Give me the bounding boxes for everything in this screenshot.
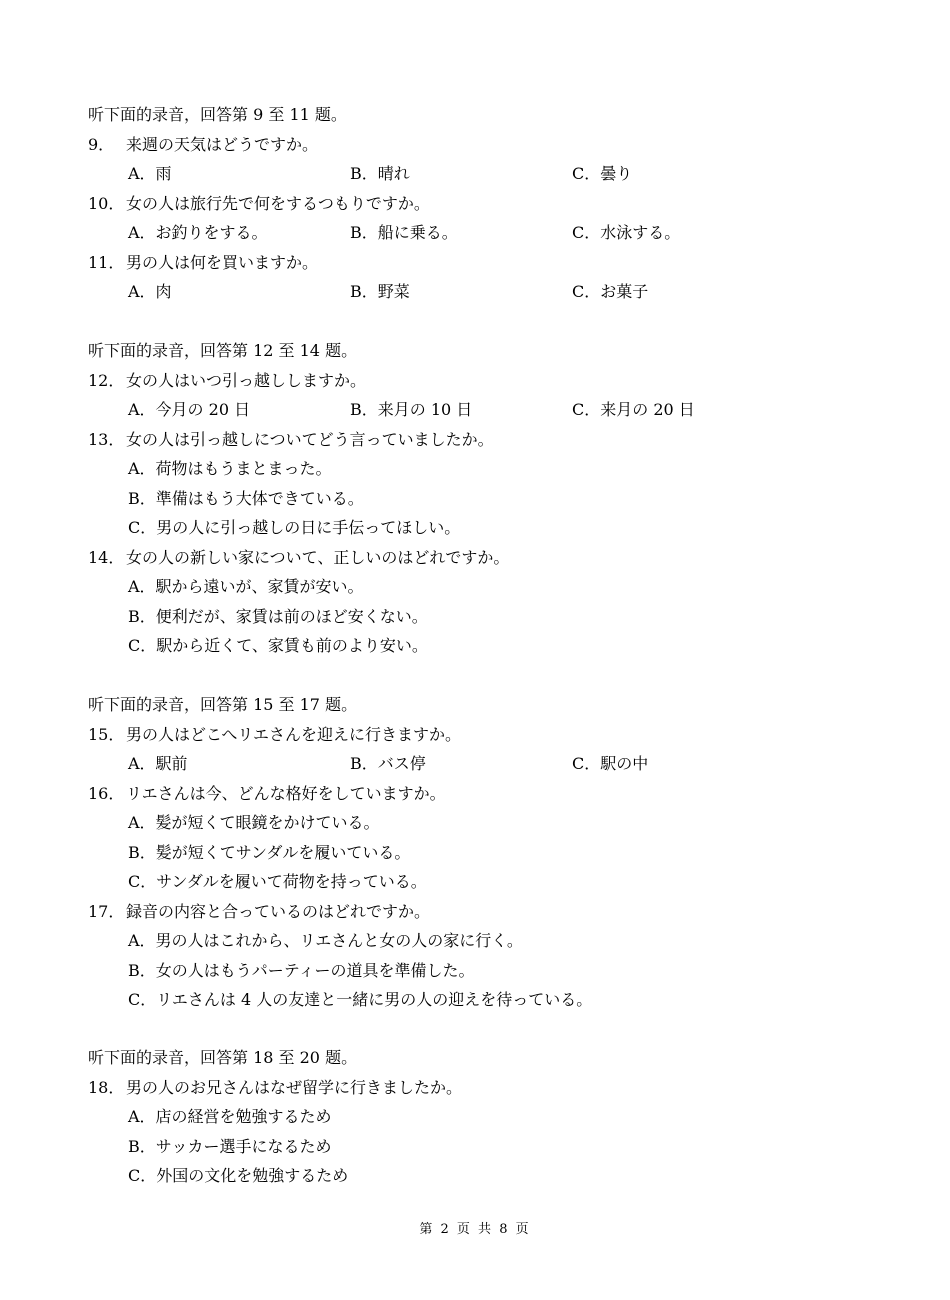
option-c: C．来月の 20 日 — [572, 400, 695, 419]
options-row — [88, 159, 868, 189]
question-text: 男の人は何を買いますか。 — [126, 252, 319, 272]
option-a: A．髪が短くて眼鏡をかけている。 — [128, 813, 380, 832]
question-12 — [88, 366, 868, 396]
option-c: C．水泳する。 — [572, 223, 681, 242]
option-b: B．晴れ — [350, 164, 410, 183]
option-a: A．駅から遠いが、家賃が安い。 — [128, 577, 364, 596]
option-b: B．準備はもう大体できている。 — [128, 488, 364, 508]
question-number: 11． — [88, 252, 125, 272]
question-13 — [88, 425, 868, 455]
question-15 — [88, 720, 868, 750]
options-row — [88, 749, 868, 779]
option-a: A．今月の 20 日 — [128, 400, 251, 419]
question-number: 12． — [88, 370, 125, 390]
question-group-9-11 — [88, 100, 868, 307]
question-text: 女の人は旅行先で何をするつもりですか。 — [126, 193, 430, 213]
question-11 — [88, 248, 868, 278]
question-number: 15． — [88, 724, 125, 744]
question-number: 9． — [88, 134, 115, 154]
option-c: C．駅から近くて、家賃も前のより安い。 — [128, 636, 428, 655]
question-18 — [88, 1073, 868, 1103]
question-text: 女の人の新しい家について、正しいのはどれですか。 — [126, 547, 510, 567]
group-intro: 听下面的录音，回答第 9 至 11 题。 — [88, 105, 347, 124]
question-text: 女の人はいつ引っ越ししますか。 — [126, 370, 367, 390]
group-intro: 听下面的录音，回答第 18 至 20 题。 — [88, 1048, 358, 1067]
option-c: C．サンダルを履いて荷物を持っている。 — [128, 872, 427, 891]
options-row — [88, 395, 868, 425]
question-number: 17． — [88, 901, 125, 921]
option-b: B．来月の 10 日 — [350, 400, 473, 419]
question-number: 16． — [88, 783, 125, 803]
question-number: 14． — [88, 547, 125, 567]
question-number: 10． — [88, 193, 125, 213]
question-text: 録音の内容と合っているのはどれですか。 — [126, 901, 431, 921]
option-b: B．髪が短くてサンダルを履いている。 — [128, 842, 411, 862]
option-c: C．お菓子 — [572, 282, 649, 301]
group-intro: 听下面的录音，回答第 12 至 14 题。 — [88, 341, 358, 360]
option-a: A．荷物はもうまとまった。 — [128, 459, 332, 478]
option-c: C．リエさんは 4 人の友達と一緒に男の人の迎えを待っている。 — [128, 990, 593, 1009]
option-a: A．駅前 — [128, 754, 188, 773]
option-b: B．バス停 — [350, 754, 426, 773]
option-b: B．サッカー選手になるため — [128, 1136, 332, 1156]
group-intro: 听下面的录音，回答第 15 至 17 题。 — [88, 695, 358, 714]
question-text: 女の人は引っ越しについてどう言っていましたか。 — [126, 429, 494, 449]
question-9 — [88, 130, 868, 160]
question-text: 来週の天気はどうですか。 — [126, 134, 319, 154]
question-16 — [88, 779, 868, 809]
option-a: A．お釣りをする。 — [128, 223, 268, 242]
options-row — [88, 277, 868, 307]
page-footer: 第 2 页 共 8 页 — [419, 1222, 531, 1237]
question-number: 13． — [88, 429, 125, 449]
option-b: B．女の人はもうパーティーの道具を準備した。 — [128, 960, 475, 980]
question-text: リエさんは今、どんな格好をしていますか。 — [126, 783, 446, 803]
question-group-15-17 — [88, 690, 868, 1015]
question-10 — [88, 189, 868, 219]
option-c: C．曇り — [572, 164, 633, 183]
option-c: C．男の人に引っ越しの日に手伝ってほしい。 — [128, 518, 461, 537]
options-row — [88, 218, 868, 248]
option-c: C．外国の文化を勉強するため — [128, 1166, 349, 1185]
question-number: 18． — [88, 1077, 125, 1097]
question-text: 男の人はどこへリエさんを迎えに行きますか。 — [126, 724, 462, 744]
option-b: B．野菜 — [350, 282, 410, 301]
question-14 — [88, 543, 868, 573]
question-text: 男の人のお兄さんはなぜ留学に行きましたか。 — [126, 1077, 463, 1097]
option-a: A．雨 — [128, 164, 172, 183]
option-c: C．駅の中 — [572, 754, 649, 773]
option-a: A．男の人はこれから、リエさんと女の人の家に行く。 — [128, 931, 523, 950]
question-group-18-20 — [88, 1043, 868, 1191]
question-group-12-14 — [88, 336, 868, 661]
option-a: A．店の経営を勉強するため — [128, 1107, 332, 1126]
option-b: B．船に乗る。 — [350, 223, 458, 242]
option-b: B．便利だが、家賃は前のほど安くない。 — [128, 606, 428, 626]
question-17 — [88, 897, 868, 927]
option-a: A．肉 — [128, 282, 172, 301]
